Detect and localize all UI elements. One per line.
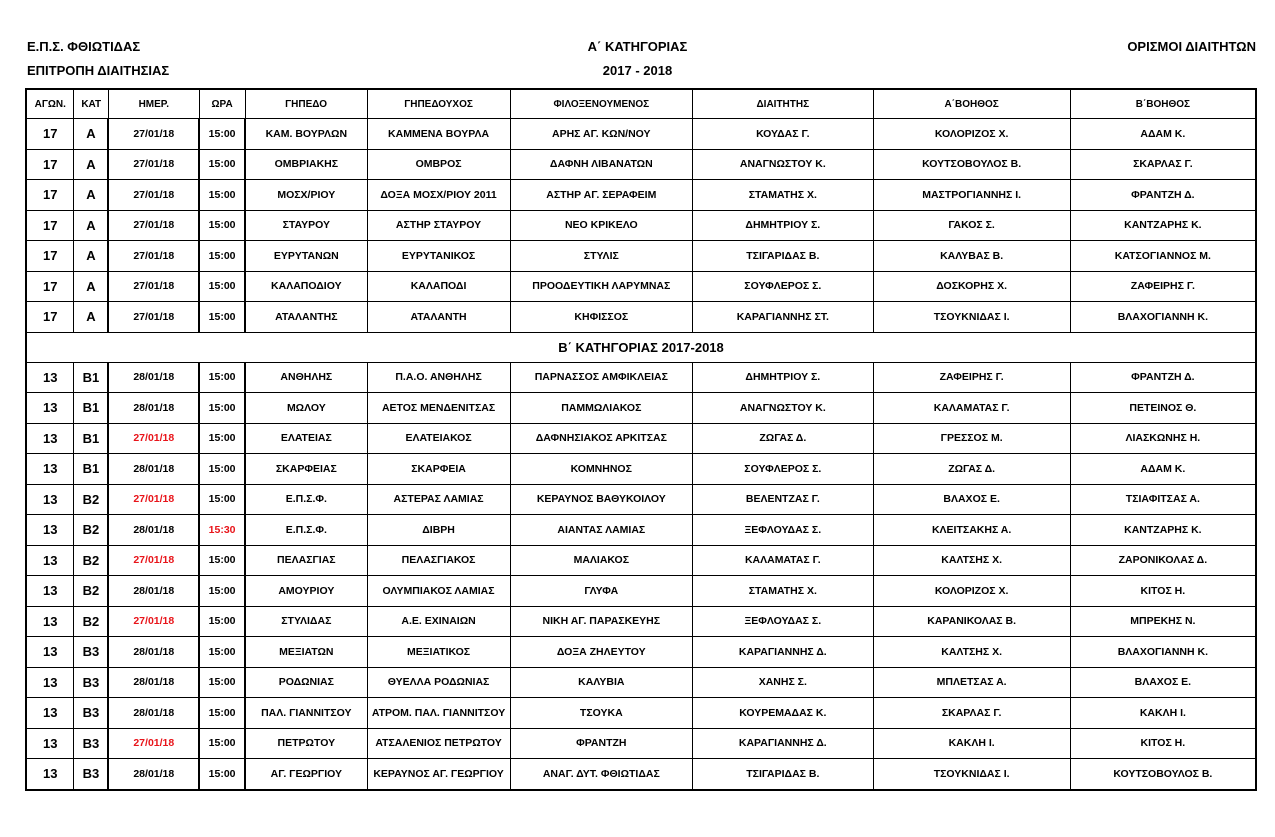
cell-referee: ΣΤΑΜΑΤΗΣ Χ. [693,180,873,211]
cell-stadium: Ε.Π.Σ.Φ. [245,515,367,546]
cell-assistant-1: ΓΡΕΣΣΟΣ Μ. [873,423,1070,454]
cell-assistant-1: ΚΟΛΟΡΙΖΟΣ Χ. [873,119,1070,150]
cell-referee: ΑΝΑΓΝΩΣΤΟΥ Κ. [693,149,873,180]
cell-referee: ΖΩΓΑΣ Δ. [693,423,873,454]
cell-date: 27/01/18 [108,606,199,637]
cell-time: 15:00 [199,362,245,393]
section-b-title-row [26,332,1256,362]
cell-assistant-2: ΤΣΙΑΦΙΤΣΑΣ Α. [1070,484,1256,515]
table-row [26,728,1256,759]
cell-time: 15:30 [199,515,245,546]
cell-date: 28/01/18 [108,759,199,790]
cell-assistant-1: ΜΑΣΤΡΟΓΙΑΝΝΗΣ Ι. [873,180,1070,211]
cell-away-team: ΔΑΦΝΗ ΛΙΒΑΝΑΤΩΝ [510,149,693,180]
col-header-category: ΚΑΤ [74,89,108,119]
cell-assistant-2: ΚΙΤΟΣ Η. [1070,576,1256,607]
table-row [26,515,1256,546]
section-b-header [26,332,1256,362]
cell-home-team: ΘΥΕΛΛΑ ΡΟΔΩΝΙΑΣ [367,667,510,698]
cell-time: 15:00 [199,393,245,424]
cell-time: 15:00 [199,423,245,454]
cell-referee: ΒΕΛΕΝΤΖΑΣ Γ. [693,484,873,515]
org-name: Ε.Π.Σ. ΦΘΙΩΤΙΔΑΣ [27,39,141,54]
cell-time: 15:00 [199,576,245,607]
cell-away-team: ΠΡΟΟΔΕΥΤΙΚΗ ΛΑΡΥΜΝΑΣ [510,271,693,302]
cell-category: Β3 [74,667,108,698]
cell-category: Α [74,149,108,180]
cell-assistant-2: ΑΔΑΜ Κ. [1070,119,1256,150]
cell-assistant-1: ΤΣΟΥΚΝΙΔΑΣ Ι. [873,759,1070,790]
cell-match-no: 17 [26,149,74,180]
cell-stadium: ΑΤΑΛΑΝΤΗΣ [245,302,367,333]
cell-time: 15:00 [199,637,245,668]
cell-stadium: ΣΤΑΥΡΟΥ [245,210,367,241]
cell-category: Α [74,241,108,272]
cell-assistant-2: ΣΚΑΡΛΑΣ Γ. [1070,149,1256,180]
cell-date: 27/01/18 [108,302,199,333]
table-row [26,271,1256,302]
committee-name: ΕΠΙΤΡΟΠΗ ΔΙΑΙΤΗΣΙΑΣ [27,63,170,78]
table-row [26,606,1256,637]
cell-match-no: 17 [26,180,74,211]
cell-referee: ΚΟΥΡΕΜΑΔΑΣ Κ. [693,698,873,729]
cell-category: Β2 [74,515,108,546]
cell-away-team: ΜΑΛΙΑΚΟΣ [510,545,693,576]
cell-away-team: ΤΣΟΥΚΑ [510,698,693,729]
cell-home-team: ΑΤΡΟΜ. ΠΑΛ. ΓΙΑΝΝΙΤΣΟΥ [367,698,510,729]
cell-referee: ΔΗΜΗΤΡΙΟΥ Σ. [693,362,873,393]
table-row [26,759,1256,790]
cell-referee: ΚΑΡΑΓΙΑΝΝΗΣ Δ. [693,637,873,668]
cell-match-no: 13 [26,484,74,515]
cell-category: Β3 [74,698,108,729]
cell-date: 27/01/18 [108,180,199,211]
cell-stadium: ΑΝΘΗΛΗΣ [245,362,367,393]
cell-referee: ΣΟΥΦΛΕΡΟΣ Σ. [693,454,873,485]
cell-match-no: 13 [26,637,74,668]
cell-assistant-2: ΚΟΥΤΣΟΒΟΥΛΟΣ Β. [1070,759,1256,790]
cell-category: Β2 [74,484,108,515]
cell-date: 27/01/18 [108,119,199,150]
cell-category: Β1 [74,362,108,393]
cell-assistant-2: ΚΙΤΟΣ Η. [1070,728,1256,759]
cell-stadium: ΑΓ. ΓΕΩΡΓΙΟΥ [245,759,367,790]
cell-time: 15:00 [199,454,245,485]
col-header-referee: ΔΙΑΙΤΗΤΗΣ [693,89,873,119]
cell-match-no: 13 [26,576,74,607]
cell-category: Α [74,180,108,211]
table-row [26,362,1256,393]
cell-stadium: ΠΑΛ. ΓΙΑΝΝΙΤΣΟΥ [245,698,367,729]
cell-away-team: ΚΗΦΙΣΣΟΣ [510,302,693,333]
cell-category: Α [74,210,108,241]
cell-date: 28/01/18 [108,362,199,393]
cell-time: 15:00 [199,484,245,515]
cell-stadium: ΕΛΑΤΕΙΑΣ [245,423,367,454]
cell-stadium: ΚΑΛΑΠΟΔΙΟΥ [245,271,367,302]
cell-category: Α [74,302,108,333]
cell-away-team: ΚΕΡΑΥΝΟΣ ΒΑΘΥΚΟΙΛΟΥ [510,484,693,515]
cell-home-team: ΜΕΞΙΑΤΙΚΟΣ [367,637,510,668]
cell-assistant-1: ΓΑΚΟΣ Σ. [873,210,1070,241]
col-header-assistant-2: Β΄ΒΟΗΘΟΣ [1070,89,1256,119]
cell-date: 28/01/18 [108,515,199,546]
cell-assistant-1: ΚΑΚΛΗ Ι. [873,728,1070,759]
cell-assistant-2: ΦΡΑΝΤΖΗ Δ. [1070,362,1256,393]
cell-away-team: ΚΟΜΝΗΝΟΣ [510,454,693,485]
cell-stadium: ΠΕΤΡΩΤΟΥ [245,728,367,759]
cell-assistant-1: ΖΑΦΕΙΡΗΣ Γ. [873,362,1070,393]
cell-referee: ΣΟΥΦΛΕΡΟΣ Σ. [693,271,873,302]
cell-match-no: 13 [26,545,74,576]
cell-away-team: ΚΑΛΥΒΙΑ [510,667,693,698]
referee-schedule-table [25,88,1257,791]
cell-time: 15:00 [199,180,245,211]
cell-away-team: ΓΛΥΦΑ [510,576,693,607]
cell-home-team: Α.Ε. ΕΧΙΝΑΙΩΝ [367,606,510,637]
cell-assistant-1: ΚΑΡΑΝΙΚΟΛΑΣ Β. [873,606,1070,637]
cell-assistant-2: ΠΕΤΕΙΝΟΣ Θ. [1070,393,1256,424]
table-row [26,210,1256,241]
table-row [26,576,1256,607]
cell-date: 27/01/18 [108,271,199,302]
cell-match-no: 17 [26,271,74,302]
cell-away-team: ΠΑΜΜΩΛΙΑΚΟΣ [510,393,693,424]
cell-date: 27/01/18 [108,210,199,241]
cell-referee: ΚΑΡΑΓΙΑΝΝΗΣ Δ. [693,728,873,759]
cell-assistant-1: ΚΑΛΥΒΑΣ Β. [873,241,1070,272]
cell-home-team: ΑΕΤΟΣ ΜΕΝΔΕΝΙΤΣΑΣ [367,393,510,424]
cell-category: Β1 [74,393,108,424]
cell-date: 27/01/18 [108,728,199,759]
cell-away-team: ΑΡΗΣ ΑΓ. ΚΩΝ/ΝΟΥ [510,119,693,150]
cell-referee: ΑΝΑΓΝΩΣΤΟΥ Κ. [693,393,873,424]
cell-time: 15:00 [199,606,245,637]
cell-assistant-2: ΒΛΑΧΟΓΙΑΝΝΗ Κ. [1070,302,1256,333]
cell-away-team: ΝΕΟ ΚΡΙΚΕΛΟ [510,210,693,241]
cell-category: Β1 [74,423,108,454]
cell-assistant-2: ΒΛΑΧΟΣ Ε. [1070,667,1256,698]
table-row [26,241,1256,272]
col-header-match: ΑΓΩΝ. [26,89,74,119]
cell-assistant-1: ΖΩΓΑΣ Δ. [873,454,1070,485]
table-row [26,667,1256,698]
cell-assistant-1: ΣΚΑΡΛΑΣ Γ. [873,698,1070,729]
cell-match-no: 13 [26,698,74,729]
cell-match-no: 13 [26,667,74,698]
cell-assistant-1: ΚΑΛΤΣΗΣ Χ. [873,545,1070,576]
cell-home-team: ΕΥΡΥΤΑΝΙΚΟΣ [367,241,510,272]
cell-away-team: ΣΤΥΛΙΣ [510,241,693,272]
table-row [26,180,1256,211]
cell-home-team: ΣΚΑΡΦΕΙΑ [367,454,510,485]
cell-referee: ΔΗΜΗΤΡΙΟΥ Σ. [693,210,873,241]
cell-referee: ΤΣΙΓΑΡΙΔΑΣ Β. [693,759,873,790]
cell-stadium: ΡΟΔΩΝΙΑΣ [245,667,367,698]
table-row [26,637,1256,668]
cell-time: 15:00 [199,728,245,759]
cell-assistant-2: ΦΡΑΝΤΖΗ Δ. [1070,180,1256,211]
cell-assistant-1: ΚΑΛΑΜΑΤΑΣ Γ. [873,393,1070,424]
cell-match-no: 13 [26,362,74,393]
cell-stadium: ΑΜΟΥΡΙΟΥ [245,576,367,607]
cell-match-no: 17 [26,241,74,272]
document-title: ΟΡΙΣΜΟΙ ΔΙΑΙΤΗΤΩΝ [1127,39,1256,54]
cell-away-team: ΑΙΑΝΤΑΣ ΛΑΜΙΑΣ [510,515,693,546]
cell-time: 15:00 [199,545,245,576]
table-row [26,149,1256,180]
cell-assistant-1: ΚΟΛΟΡΙΖΟΣ Χ. [873,576,1070,607]
cell-time: 15:00 [199,698,245,729]
col-header-date: ΗΜΕΡ. [108,89,199,119]
cell-match-no: 13 [26,515,74,546]
cell-stadium: Ε.Π.Σ.Φ. [245,484,367,515]
cell-assistant-1: ΒΛΑΧΟΣ Ε. [873,484,1070,515]
cell-referee: ΤΣΙΓΑΡΙΔΑΣ Β. [693,241,873,272]
cell-category: Β2 [74,545,108,576]
category-title: Α΄ ΚΑΤΗΓΟΡΙΑΣ [587,39,688,54]
cell-match-no: 13 [26,423,74,454]
cell-home-team: ΑΣΤΗΡ ΣΤΑΥΡΟΥ [367,210,510,241]
table-row [26,302,1256,333]
cell-home-team: ΕΛΑΤΕΙΑΚΟΣ [367,423,510,454]
cell-assistant-1: ΤΣΟΥΚΝΙΔΑΣ Ι. [873,302,1070,333]
section-b-body [26,362,1256,790]
cell-referee: ΚΟΥΔΑΣ Γ. [693,119,873,150]
cell-category: Α [74,271,108,302]
cell-date: 28/01/18 [108,393,199,424]
cell-home-team: ΟΛΥΜΠΙΑΚΟΣ ΛΑΜΙΑΣ [367,576,510,607]
cell-away-team: ΦΡΑΝΤΖΗ [510,728,693,759]
cell-referee: ΧΑΝΗΣ Σ. [693,667,873,698]
cell-referee: ΣΤΑΜΑΤΗΣ Χ. [693,576,873,607]
cell-away-team: ΠΑΡΝΑΣΣΟΣ ΑΜΦΙΚΛΕΙΑΣ [510,362,693,393]
cell-home-team: ΑΣΤΕΡΑΣ ΛΑΜΙΑΣ [367,484,510,515]
cell-date: 28/01/18 [108,576,199,607]
cell-stadium: ΕΥΡΥΤΑΝΩΝ [245,241,367,272]
cell-time: 15:00 [199,302,245,333]
cell-match-no: 17 [26,302,74,333]
cell-assistant-1: ΚΛΕΙΤΣΑΚΗΣ Α. [873,515,1070,546]
cell-category: Β1 [74,454,108,485]
cell-time: 15:00 [199,667,245,698]
cell-away-team: ΑΣΤΗΡ ΑΓ. ΣΕΡΑΦΕΙΜ [510,180,693,211]
cell-assistant-2: ΚΑΝΤΖΑΡΗΣ Κ. [1070,515,1256,546]
cell-stadium: ΜΩΛΟΥ [245,393,367,424]
cell-home-team: ΠΕΛΑΣΓΙΑΚΟΣ [367,545,510,576]
cell-date: 27/01/18 [108,484,199,515]
cell-referee: ΚΑΛΑΜΑΤΑΣ Γ. [693,545,873,576]
cell-stadium: ΣΚΑΡΦΕΙΑΣ [245,454,367,485]
cell-assistant-2: ΒΛΑΧΟΓΙΑΝΝΗ Κ. [1070,637,1256,668]
section-a-body [26,119,1256,333]
cell-match-no: 13 [26,759,74,790]
cell-assistant-2: ΖΑΡΟΝΙΚΟΛΑΣ Δ. [1070,545,1256,576]
cell-category: Β3 [74,637,108,668]
cell-time: 15:00 [199,241,245,272]
cell-away-team: ΔΟΞΑ ΖΗΛΕΥΤΟΥ [510,637,693,668]
cell-home-team: ΑΤΣΑΛΕΝΙΟΣ ΠΕΤΡΩΤΟΥ [367,728,510,759]
cell-home-team: ΔΙΒΡΗ [367,515,510,546]
cell-away-team: ΔΑΦΝΗΣΙΑΚΟΣ ΑΡΚΙΤΣΑΣ [510,423,693,454]
cell-category: Β3 [74,759,108,790]
col-header-time: ΩΡΑ [199,89,245,119]
cell-date: 28/01/18 [108,698,199,729]
cell-stadium: ΜΟΣΧ/ΡΙΟΥ [245,180,367,211]
cell-home-team: ΚΑΜΜΕΝΑ ΒΟΥΡΛΑ [367,119,510,150]
cell-away-team: ΝΙΚΗ ΑΓ. ΠΑΡΑΣΚΕΥΗΣ [510,606,693,637]
cell-category: Α [74,119,108,150]
cell-home-team: ΔΟΞΑ ΜΟΣΧ/ΡΙΟΥ 2011 [367,180,510,211]
cell-referee: ΞΕΦΛΟΥΔΑΣ Σ. [693,515,873,546]
cell-referee: ΞΕΦΛΟΥΔΑΣ Σ. [693,606,873,637]
cell-stadium: ΜΕΞΙΑΤΩΝ [245,637,367,668]
cell-home-team: Π.Α.Ο. ΑΝΘΗΛΗΣ [367,362,510,393]
cell-assistant-1: ΚΟΥΤΣΟΒΟΥΛΟΣ Β. [873,149,1070,180]
section-b-title: Β΄ ΚΑΤΗΓΟΡΙΑΣ 2017-2018 [26,332,1256,362]
cell-stadium: ΣΤΥΛΙΔΑΣ [245,606,367,637]
col-header-assistant-1: Α΄ΒΟΗΘΟΣ [873,89,1070,119]
cell-assistant-2: ΑΔΑΜ Κ. [1070,454,1256,485]
cell-date: 27/01/18 [108,423,199,454]
cell-date: 28/01/18 [108,667,199,698]
col-header-home: ΓΗΠΕΔΟΥΧΟΣ [367,89,510,119]
cell-assistant-2: ΛΙΑΣΚΩΝΗΣ Η. [1070,423,1256,454]
cell-match-no: 13 [26,454,74,485]
cell-date: 27/01/18 [108,545,199,576]
cell-stadium: ΟΜΒΡΙΑΚΗΣ [245,149,367,180]
table-row [26,484,1256,515]
table-row [26,393,1256,424]
table-row [26,454,1256,485]
cell-assistant-1: ΔΟΣΚΟΡΗΣ Χ. [873,271,1070,302]
cell-home-team: ΚΕΡΑΥΝΟΣ ΑΓ. ΓΕΩΡΓΙΟΥ [367,759,510,790]
cell-time: 15:00 [199,210,245,241]
cell-assistant-2: ΚΑΝΤΖΑΡΗΣ Κ. [1070,210,1256,241]
cell-stadium: ΠΕΛΑΣΓΙΑΣ [245,545,367,576]
cell-assistant-1: ΚΑΛΤΣΗΣ Χ. [873,637,1070,668]
col-header-away: ΦΙΛΟΞΕΝΟΥΜΕΝΟΣ [510,89,693,119]
cell-category: Β3 [74,728,108,759]
table-row [26,698,1256,729]
cell-match-no: 13 [26,393,74,424]
col-header-stadium: ΓΗΠΕΔΟ [245,89,367,119]
cell-date: 28/01/18 [108,454,199,485]
cell-assistant-2: ΚΑΚΛΗ Ι. [1070,698,1256,729]
cell-assistant-2: ΖΑΦΕΙΡΗΣ Γ. [1070,271,1256,302]
cell-date: 28/01/18 [108,637,199,668]
cell-assistant-2: ΚΑΤΣΟΓΙΑΝΝΟΣ Μ. [1070,241,1256,272]
cell-away-team: ΑΝΑΓ. ΔΥΤ. ΦΘΙΩΤΙΔΑΣ [510,759,693,790]
cell-referee: ΚΑΡΑΓΙΑΝΝΗΣ ΣΤ. [693,302,873,333]
cell-time: 15:00 [199,149,245,180]
cell-category: Β2 [74,576,108,607]
cell-time: 15:00 [199,759,245,790]
cell-match-no: 17 [26,210,74,241]
season-title: 2017 - 2018 [602,63,673,78]
cell-home-team: ΚΑΛΑΠΟΔΙ [367,271,510,302]
cell-time: 15:00 [199,271,245,302]
cell-date: 27/01/18 [108,241,199,272]
cell-stadium: ΚΑΜ. ΒΟΥΡΛΩΝ [245,119,367,150]
cell-assistant-2: ΜΠΡΕΚΗΣ Ν. [1070,606,1256,637]
cell-category: Β2 [74,606,108,637]
cell-date: 27/01/18 [108,149,199,180]
cell-assistant-1: ΜΠΛΕΤΣΑΣ Α. [873,667,1070,698]
cell-match-no: 13 [26,728,74,759]
cell-home-team: ΑΤΑΛΑΝΤΗ [367,302,510,333]
cell-match-no: 13 [26,606,74,637]
cell-home-team: ΟΜΒΡΟΣ [367,149,510,180]
table-row [26,545,1256,576]
header-row [26,89,1256,119]
table-row [26,119,1256,150]
table-row [26,423,1256,454]
cell-time: 15:00 [199,119,245,150]
cell-match-no: 17 [26,119,74,150]
